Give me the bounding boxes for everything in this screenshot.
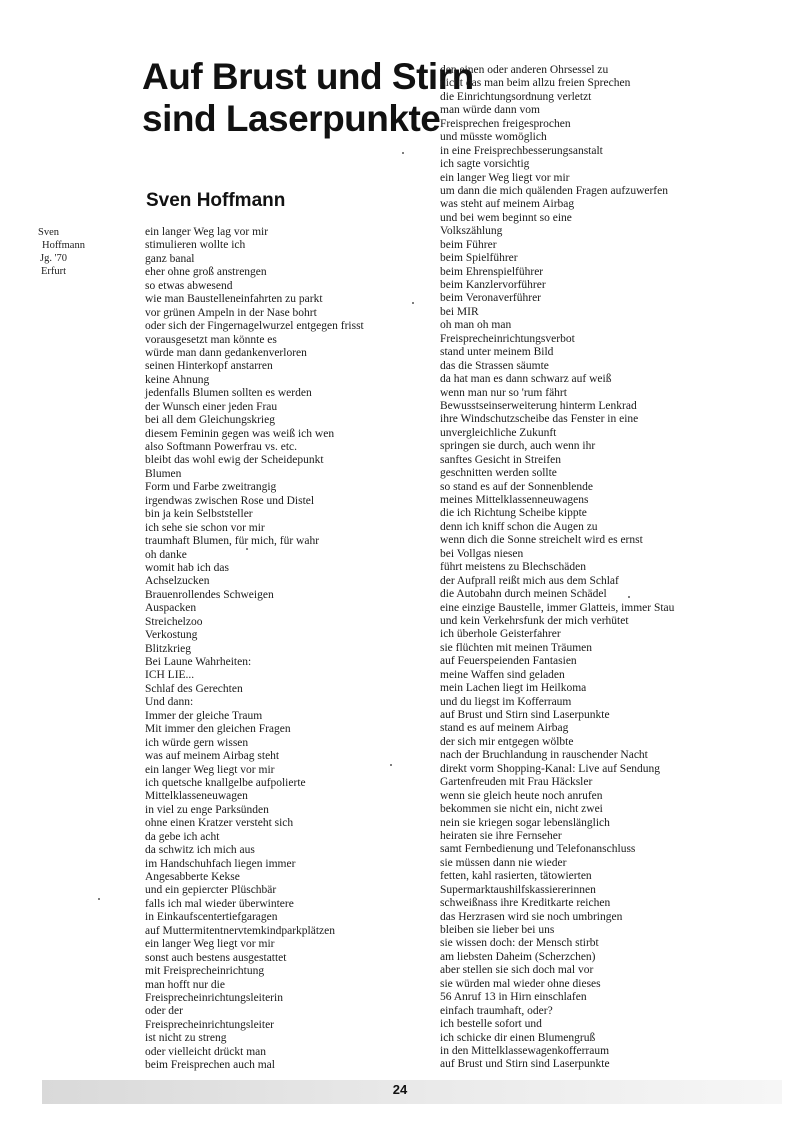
poem-title-line-2: sind Laserpunkte xyxy=(142,98,441,139)
scan-speck xyxy=(98,898,100,900)
poem-line: keine Ahnung xyxy=(145,373,210,386)
scan-speck xyxy=(412,302,414,304)
poem-title xyxy=(142,56,474,140)
poem-line: das die Strassen säumte xyxy=(440,359,549,372)
poem-line: samt Fernbedienung und Telefonanschluss xyxy=(440,843,636,856)
poem-line: um dann die mich quälenden Fragen aufzuwerfen xyxy=(440,184,668,197)
poem-line: Auspacken xyxy=(145,602,197,615)
poem-line: und bei wem beginnt so eine xyxy=(440,211,572,224)
poem-line: Freisprechen freigesprochen xyxy=(440,117,571,130)
poem-line: Mittelklasseneuwagen xyxy=(145,790,248,803)
poem-column-right xyxy=(440,64,730,1072)
poem-line: was steht auf meinem Airbag xyxy=(440,198,575,211)
poem-line: beim Kanzlervorführer xyxy=(440,279,546,291)
poem-line: Freisprecheinrichtungsleiter xyxy=(145,1018,275,1031)
bio-line: Sven xyxy=(38,227,59,238)
poem-line: Bei Laune Wahrheiten: xyxy=(145,656,252,668)
poem-line: Und dann: xyxy=(145,696,194,709)
poem-line: man würde dann vom xyxy=(440,104,540,117)
poem-line: vorausgesetzt man könnte es xyxy=(145,333,277,346)
poem-line: der sich mir entgegen wölbte xyxy=(440,735,574,748)
poem-line: und kein Verkehrsfunk der mich verhütet xyxy=(440,614,629,627)
poem-line: denn ich kniff schon die Augen zu xyxy=(440,520,598,533)
poem-line: ihre Windschutzscheibe das Fenster in eine xyxy=(440,413,639,426)
poem-line: oh danke xyxy=(145,548,187,561)
poem-line: Verkostung xyxy=(145,629,198,642)
poem-line: eine einzige Baustelle, immer Glatteis, immer Stau xyxy=(440,601,675,614)
poem-line: bleiben sie lieber bei uns xyxy=(440,924,555,936)
poem-line: auf Feuerspeienden Fantasien xyxy=(440,655,577,668)
poem-line: meine Waffen sind geladen xyxy=(440,668,565,681)
poem-line: nein sie kriegen sogar lebenslänglich xyxy=(440,816,610,829)
poem-line: auf Brust und Stirn sind Laserpunkte xyxy=(440,1058,610,1071)
poem-line: oh man oh man xyxy=(440,319,512,332)
poem-line: mein Lachen liegt im Heilkoma xyxy=(440,682,587,695)
poem-line: das Herzrasen wird sie noch umbringen xyxy=(440,910,623,923)
poem-line: in viel zu enge Parksünden xyxy=(145,803,269,816)
poem-line: 56 Anruf 13 in Hirn einschlafen xyxy=(440,991,587,1004)
poem-line: meines Mittelklassenneuwagens xyxy=(440,494,589,506)
poem-line: aber stellen sie sich doch mal vor xyxy=(440,964,594,977)
poem-line: ein langer Weg liegt vor mir xyxy=(440,171,570,184)
poem-line: bleibt das wohl ewig der Scheidepunkt xyxy=(145,454,324,467)
poem-title-line-1: Auf Brust und Stirn xyxy=(142,56,474,97)
poem-line: seinen Hinterkopf anstarren xyxy=(145,360,273,373)
poem-line: am liebsten Daheim (Scherzchen) xyxy=(440,950,596,963)
poem-line: auf Muttermitentnervtemkindparkplätzen xyxy=(145,924,336,937)
poem-line: ich bestelle sofort und xyxy=(440,1018,542,1031)
page-number: 24 xyxy=(392,1082,408,1097)
poem-line: beim Ehrenspielführer xyxy=(440,265,544,278)
poem-line: sonst auch bestens ausgestattet xyxy=(145,951,287,964)
poem-line: und du liegst im Kofferraum xyxy=(440,695,572,708)
poem-line: ich sagte vorsichtig xyxy=(440,158,530,171)
poem-line: oder vielleicht drückt man xyxy=(145,1045,267,1058)
poem-line: sie flüchten mit meinen Träumen xyxy=(440,641,593,654)
poem-line: springen sie durch, auch wenn ihr xyxy=(440,440,596,453)
poem-line: die Einrichtungsordnung verletzt xyxy=(440,90,592,103)
poem-line: nicht das man beim allzu freien Sprechen xyxy=(440,77,631,90)
poem-line: Brauenrollendes Schweigen xyxy=(145,588,274,601)
poem-line: bei all dem Gleichungskrieg xyxy=(145,414,275,427)
poem-line: der Aufprall reißt mich aus dem Schlaf xyxy=(440,574,619,587)
author-name: Sven Hoffmann xyxy=(146,190,286,211)
poem-line: diesem Feminin gegen was weiß ich wen xyxy=(145,427,335,440)
poem-line: beim Veronaverführer xyxy=(440,292,542,305)
poem-line: Streichelzoo xyxy=(145,615,203,628)
poem-line: so etwas abwesend xyxy=(145,279,233,292)
poem-line: fetten, kahl rasierten, tätowierten xyxy=(440,870,592,883)
scan-speck xyxy=(628,596,630,598)
poem-line: eher ohne groß anstrengen xyxy=(145,266,267,279)
poem-line: oder der xyxy=(145,1005,183,1018)
scan-speck xyxy=(390,764,392,766)
poem-line: ein langer Weg liegt vor mir xyxy=(145,763,275,776)
poem-line: die ich Richtung Scheibe kippte xyxy=(440,507,587,520)
poem-line: mit Freisprecheinrichtung xyxy=(145,965,265,978)
poem-line: beim Spielführer xyxy=(440,252,518,265)
poem-line: so stand es auf der Sonnenblende xyxy=(440,480,593,493)
poem-line: ich würde gern wissen xyxy=(145,736,249,749)
poem-line: stand es auf meinem Airbag xyxy=(440,722,569,735)
poem-line: womit hab ich das xyxy=(145,561,229,574)
poem-line: den einen oder anderen Ohrsessel zu xyxy=(440,64,609,76)
poem-line: traumhaft Blumen, für mich, für wahr xyxy=(145,535,320,548)
poem-line: ich sehe sie schon vor mir xyxy=(145,521,265,534)
poem-line: bekommen sie nicht ein, nicht zwei xyxy=(440,803,603,816)
poem-line: bei MIR xyxy=(440,305,479,318)
poem-line: Achselzucken xyxy=(145,575,210,588)
poem-line: die Autobahn durch meinen Schädel xyxy=(440,588,607,601)
poem-line: jedenfalls Blumen sollten es werden xyxy=(145,387,312,400)
scan-speck xyxy=(402,152,404,154)
poem-line: bei Vollgas niesen xyxy=(440,547,524,560)
poem-line: Freisprecheinrichtungsleiterin xyxy=(145,991,283,1004)
poem-line: da hat man es dann schwarz auf weiß xyxy=(440,373,612,386)
poem-line: Mit immer den gleichen Fragen xyxy=(145,723,291,736)
poem-line: ich quetsche knallgelbe aufpolierte xyxy=(145,776,306,789)
poem-line: beim Freisprechen auch mal xyxy=(145,1059,275,1072)
poem-line: wenn dich die Sonne streichelt wird es ernst xyxy=(440,534,643,547)
poem-line: der Wunsch einer jeden Frau xyxy=(145,400,278,413)
author-bio xyxy=(38,226,85,278)
poem-line: ohne einen Kratzer versteht sich xyxy=(145,817,294,830)
poem-line: da gebe ich acht xyxy=(145,830,220,843)
poem-line: und müsste womöglich xyxy=(440,131,547,144)
poem-line: direkt vorm Shopping-Kanal: Live auf Sendung xyxy=(440,762,661,775)
poem-line: nach der Bruchlandung in rauschender Nacht xyxy=(440,749,648,762)
poem-line: sanftes Gesicht in Streifen xyxy=(440,453,562,466)
poem-line: ich schicke dir einen Blumengruß xyxy=(440,1031,596,1044)
poem-line: Volkszählung xyxy=(440,225,503,238)
poem-line: wenn sie gleich heute noch anrufen xyxy=(440,789,603,802)
poem-column-left xyxy=(145,226,435,1073)
poem-line: was auf meinem Airbag steht xyxy=(145,750,280,763)
poem-line: falls ich mal wieder überwintere xyxy=(145,897,294,910)
poem-line: und ein gepiercter Plüschbär xyxy=(145,884,277,897)
poem-line: schweißnass ihre Kreditkarte reichen xyxy=(440,897,611,910)
poem-line: ganz banal xyxy=(145,252,195,265)
poem-line: führt meistens zu Blechschäden xyxy=(440,561,586,574)
poem-line: in eine Freisprechbesserungsanstalt xyxy=(440,144,603,157)
poem-line: einfach traumhaft, oder? xyxy=(440,1004,553,1017)
poem-line: ICH LIE... xyxy=(145,669,195,682)
poem-line: Bewusstseinserweiterung hinterm Lenkrad xyxy=(440,399,637,412)
scan-speck xyxy=(246,548,248,550)
poem-line: Blitzkrieg xyxy=(145,642,191,655)
bio-line: Jg. '70 xyxy=(40,253,67,264)
poem-line: wie man Baustelleneinfahrten zu parkt xyxy=(145,293,323,306)
poem-line: in den Mittelklassewagenkofferraum xyxy=(440,1044,610,1057)
poem-line: ist nicht zu streng xyxy=(145,1032,227,1045)
poem-line: Immer der gleiche Traum xyxy=(145,709,263,722)
poem-line: auf Brust und Stirn sind Laserpunkte xyxy=(440,709,610,721)
poem-line: unvergleichliche Zukunft xyxy=(440,426,557,439)
poem-line: Form und Farbe zweitrangig xyxy=(145,481,277,494)
poem-line: vor grünen Ampeln in der Nase bohrt xyxy=(145,306,317,319)
poem-line: ich überhole Geisterfahrer xyxy=(440,628,561,641)
poem-line: Blumen xyxy=(145,467,182,480)
poem-line: stand unter meinem Bild xyxy=(440,346,554,359)
poem-line: in Einkaufscentertiefgaragen xyxy=(145,911,278,924)
poem-line: sie wissen doch: der Mensch stirbt xyxy=(440,937,599,950)
bio-line: Erfurt xyxy=(41,266,67,277)
poem-line: würde man dann gedankenverloren xyxy=(145,346,307,359)
poem-line: ein langer Weg lag vor mir xyxy=(145,226,269,238)
poem-line: irgendwas zwischen Rose und Distel xyxy=(145,494,315,507)
poem-line: Freisprecheinrichtungsverbot xyxy=(440,332,575,345)
poem-line: oder sich der Fingernagelwurzel entgegen frisst xyxy=(145,320,364,333)
poem-line: Angesabberte Kekse xyxy=(145,871,240,883)
poem-line: beim Führer xyxy=(440,238,497,251)
poem-line: stimulieren wollte ich xyxy=(145,239,246,252)
poem-line: im Handschuhfach liegen immer xyxy=(145,857,296,870)
poem-line: heiraten sie ihre Fernseher xyxy=(440,829,562,842)
poem-line: man hofft nur die xyxy=(145,978,225,991)
poem-line: Supermarktaushilfskassiererinnen xyxy=(440,883,596,896)
poem-line: sie würden mal wieder ohne dieses xyxy=(440,977,601,990)
poem-line: sie müssen dann nie wieder xyxy=(440,856,567,869)
bio-line: Hoffmann xyxy=(42,240,85,251)
poem-line: Gartenfreuden mit Frau Häcksler xyxy=(440,776,593,789)
poem-line: da schwitz ich mich aus xyxy=(145,844,255,857)
poem-line: Schlaf des Gerechten xyxy=(145,682,243,695)
poem-line: wenn man nur so 'rum fährt xyxy=(440,386,567,399)
poem-line: also Softmann Powerfrau vs. etc. xyxy=(145,441,298,453)
poem-line: ein langer Weg liegt vor mir xyxy=(145,938,275,951)
poem-line: bin ja kein Selbststeller xyxy=(145,508,253,521)
poem-line: geschnitten werden sollte xyxy=(440,467,557,480)
